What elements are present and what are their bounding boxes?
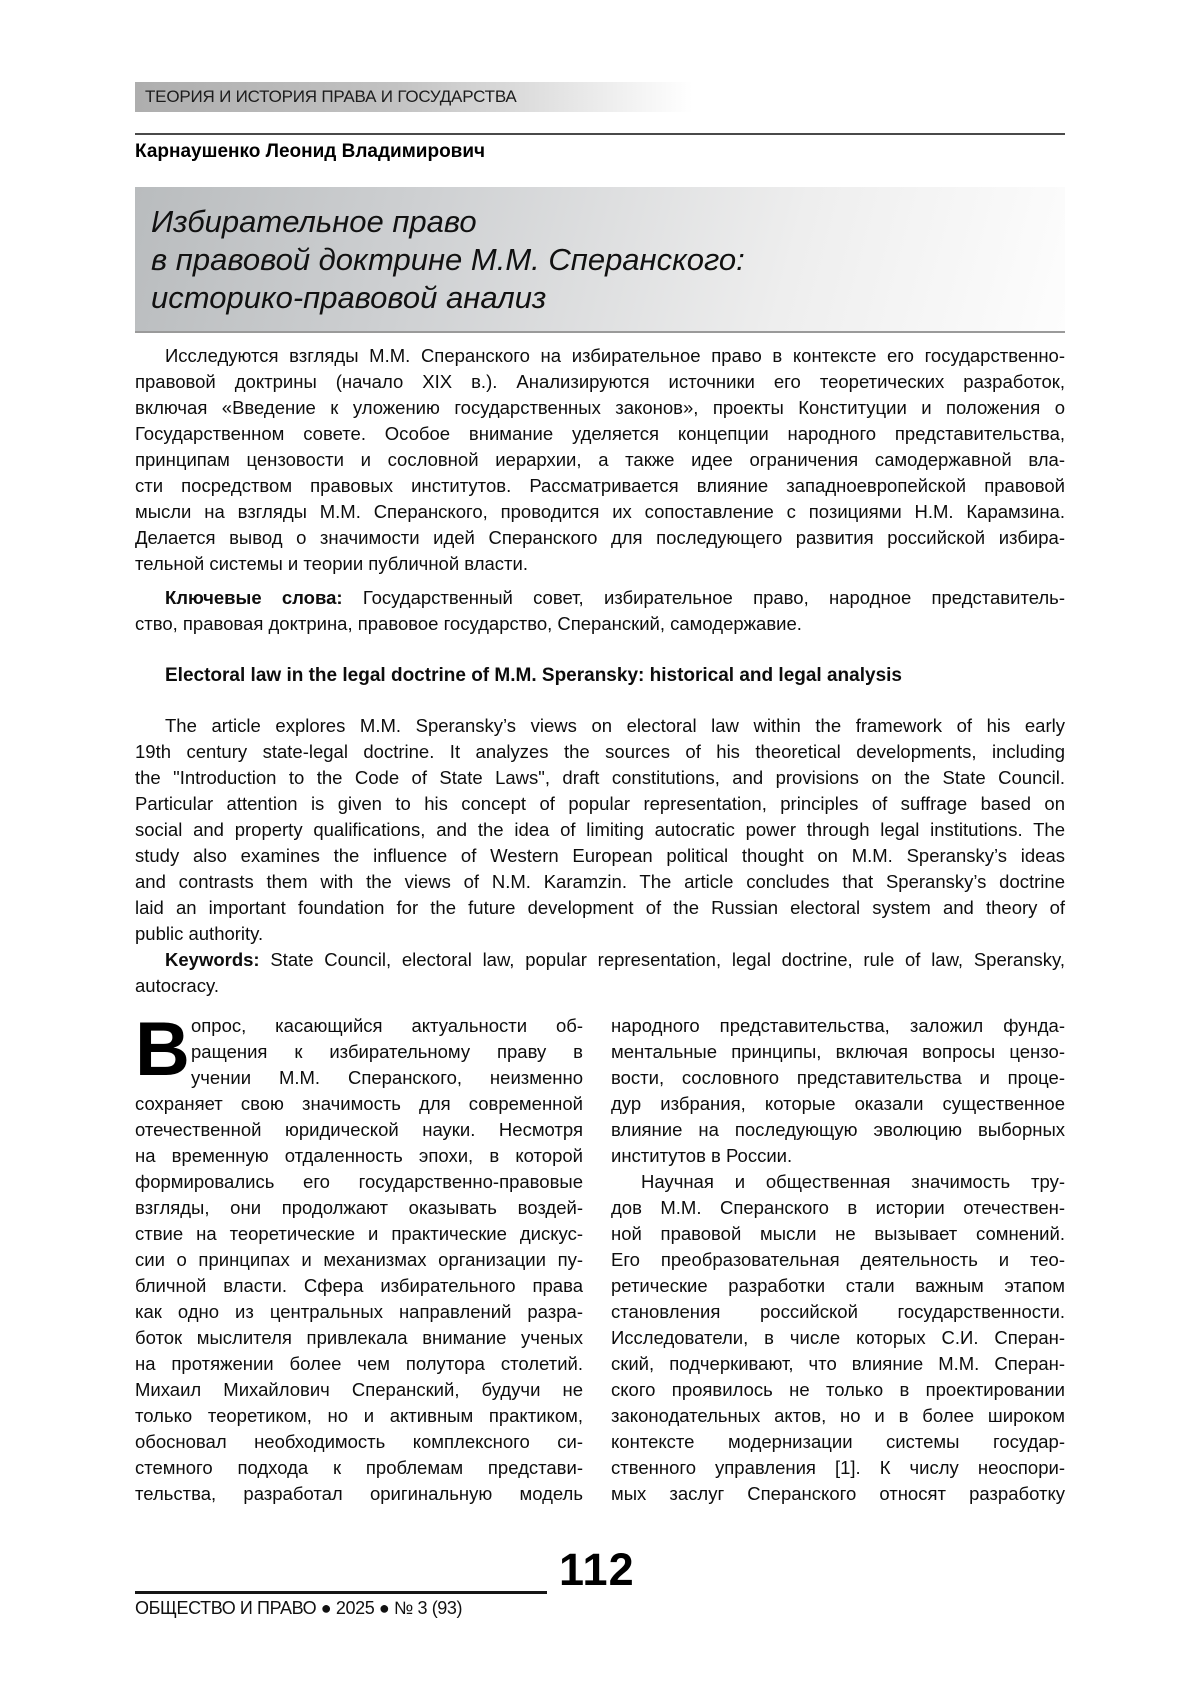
text-line: в правовой доктрине М.М. Сперанского: xyxy=(151,242,745,277)
text-line: Государственном совете. Особое внимание уделяется концепции народного представительства, xyxy=(135,423,1065,444)
text-line: 19th century state-legal doctrine. It analyzes the sources of his theoretical developments, including xyxy=(135,741,1065,762)
article-title-english: Electoral law in the legal doctrine of M.M. Speransky: historical and legal analysis xyxy=(165,665,902,686)
text-line: Ключевые слова: Государственный совет, избирательное право, народное представитель- xyxy=(165,587,1065,608)
text-line: мых заслуг Сперанского относят разработку xyxy=(611,1483,1065,1504)
text-line: Михаил Михайлович Сперанский, будучи не xyxy=(135,1379,583,1400)
header-divider xyxy=(135,133,1065,135)
text-line: Исследователи, в числе которых С.И. Сперан- xyxy=(611,1327,1065,1348)
text-line: только теоретиком, но и активным практиком, xyxy=(135,1405,583,1426)
page-number: 112 xyxy=(559,1544,635,1595)
text-line: формировались его государственно-правовые xyxy=(135,1171,583,1192)
text-line: обосновал необходимость комплексного си- xyxy=(135,1431,583,1452)
text-line: становления российской государственности. xyxy=(611,1301,1065,1322)
abstract-russian xyxy=(135,343,1065,577)
text-line: public authority. xyxy=(135,923,264,944)
text-line: ной правовой мысли не вызывает сомнений. xyxy=(611,1223,1065,1244)
drop-cap: В xyxy=(135,1007,190,1092)
text-line: законодательных актов, но и в более широком xyxy=(611,1405,1065,1426)
text-line: дов М.М. Сперанского в истории отечествен- xyxy=(611,1197,1065,1218)
text-line: and contrasts them with the views of N.M. Karamzin. The article concludes that Speransky’s doctrine xyxy=(135,871,1065,892)
text-line: Научная и общественная значимость тру- xyxy=(641,1171,1065,1192)
text-line: ственного управления [1]. К числу неоспори- xyxy=(611,1457,1065,1478)
text-line: сии о принципах и механизмах организации пу- xyxy=(135,1249,583,1270)
text-line: тельной системы и теории публичной власти. xyxy=(135,553,528,574)
text-line: study also examines the influence of Western European political thought on M.M. Speransky’s ideas xyxy=(135,845,1065,866)
keywords-english xyxy=(135,947,1065,999)
text-line: взгляды, они продолжают оказывать воздей- xyxy=(135,1197,583,1218)
text-line: институтов в России. xyxy=(611,1145,793,1166)
text-line: принципам цензовости и сословной иерархии, а также идее ограничения самодержавной вла- xyxy=(135,449,1065,470)
body-text-left xyxy=(135,1007,583,1507)
text-line: Его преобразовательная деятельность и тео- xyxy=(611,1249,1065,1270)
text-line: правовой доктрины (начало XIX в.). Анализируются источники его теоретических разработок, xyxy=(135,371,1065,392)
text-line: ствие на теоретические и практические дискус- xyxy=(135,1223,583,1244)
text-line: Particular attention is given to his concept of popular representation, principles of suffrage based on xyxy=(135,793,1065,814)
body-column-right xyxy=(611,1013,1065,1507)
body-columns xyxy=(135,1007,1065,1507)
text-line: опрос, касающийся актуальности об- xyxy=(191,1015,583,1036)
text-line: народного представительства, заложил фунда- xyxy=(611,1015,1065,1036)
journal-issue-line: ОБЩЕСТВО И ПРАВО ● 2025 ● № 3 (93) xyxy=(135,1598,463,1618)
text-line: social and property qualifications, and the idea of limiting autocratic power through legal institutions. The xyxy=(135,819,1065,840)
text-line: autocracy. xyxy=(135,975,219,996)
text-line: Делается вывод о значимости идей Сперанского для последующего развития российской избира- xyxy=(135,527,1065,548)
author-name: Карнаушенко Леонид Владимирович xyxy=(135,141,486,162)
text-line: Исследуются взгляды М.М. Сперанского на избирательное право в контексте его государственно- xyxy=(165,345,1065,366)
text-line: ского проявилось не только в проектировании xyxy=(611,1379,1065,1400)
text-line: включая «Введение к уложению государственных законов», проекты Конституции и положения о xyxy=(135,397,1065,418)
abstract-english xyxy=(135,713,1065,947)
text-line: ментальные принципы, включая вопросы цензо- xyxy=(611,1041,1065,1062)
text-line: Keywords: State Council, electoral law, popular representation, legal doctrine, rule of law, Speransky, xyxy=(165,949,1065,970)
text-line: учении М.М. Сперанского, неизменно xyxy=(191,1067,583,1088)
text-line: дур избрания, которые оказали существенное xyxy=(611,1093,1065,1114)
text-line: вости, сословного представительства и проце- xyxy=(611,1067,1065,1088)
text-line: The article explores M.M. Speransky’s views on electoral law within the framework of his early xyxy=(165,715,1065,736)
text-line: ский, подчеркивают, что влияние М.М. Сперан- xyxy=(611,1353,1065,1374)
text-line: мысли на взгляды М.М. Сперанского, проводится их сопоставление с позициями Н.М. Карамзина. xyxy=(135,501,1065,522)
text-line: историко-правовой анализ xyxy=(151,280,547,315)
text-line: ретические разработки стали важным этапом xyxy=(611,1275,1065,1296)
text-line: the "Introduction to the Code of State Laws", draft constitutions, and provisions on the State Council. xyxy=(135,767,1065,788)
text-line: тельства, разработал оригинальную модель xyxy=(135,1483,583,1504)
text-line: боток мыслителя привлекала внимание ученых xyxy=(135,1327,583,1348)
text-line: сти посредством правовых институтов. Рассматривается влияние западноевропейской правовой xyxy=(135,475,1065,496)
text-line: стемного подхода к проблемам представи- xyxy=(135,1457,583,1478)
text-line: на временную отдаленность эпохи, в которой xyxy=(135,1145,583,1166)
text-line: бличной власти. Сфера избирательного права xyxy=(135,1275,583,1296)
text-line: отечественной юридической науки. Несмотря xyxy=(135,1119,583,1140)
text-line: как одно из центральных направлений разра- xyxy=(135,1301,583,1322)
body-text-right xyxy=(611,1013,1065,1507)
text-line: сохраняет свою значимость для современной xyxy=(135,1093,583,1114)
text-line: ращения к избирательному праву в xyxy=(191,1041,583,1062)
section-band: ТЕОРИЯ И ИСТОРИЯ ПРАВА И ГОСУДАРСТВА xyxy=(135,82,1065,112)
text-line: на протяжении более чем полутора столетий. xyxy=(135,1353,583,1374)
article-title xyxy=(135,187,1065,333)
text-line: ство, правовая доктрина, правовое государство, Сперанский, самодержавие. xyxy=(135,613,802,634)
page-footer xyxy=(135,1544,1065,1647)
text-line: Избирательное право xyxy=(151,204,477,239)
body-column-left xyxy=(135,1007,583,1507)
text-line: laid an important foundation for the future development of the Russian electoral system and theory of xyxy=(135,897,1065,918)
text-line: влияние на последующую эволюцию выборных xyxy=(611,1119,1065,1140)
keywords-russian xyxy=(135,585,1065,637)
footer-divider xyxy=(135,1591,547,1594)
text-line: контексте модернизации системы государ- xyxy=(611,1431,1065,1452)
